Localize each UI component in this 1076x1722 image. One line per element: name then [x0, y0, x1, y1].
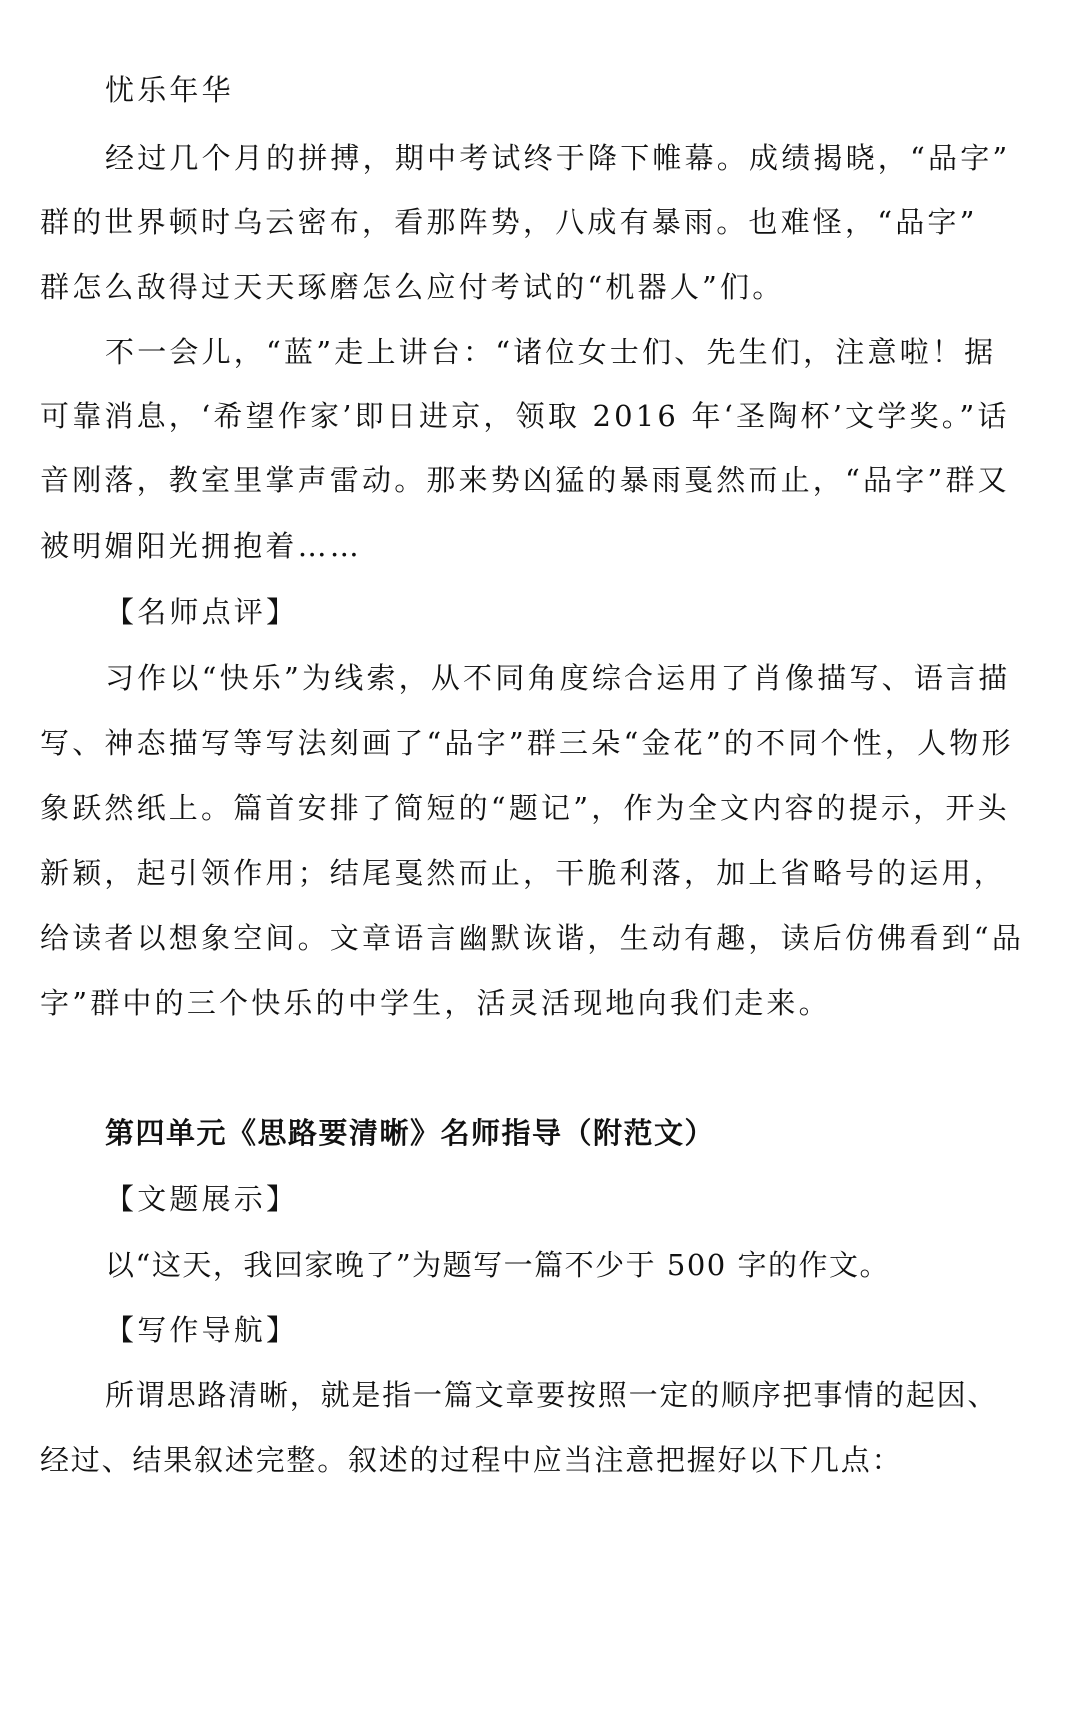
essay-paragraph-2-line-1: 不一会儿，“蓝”走上讲台：“诸位女士们、先生们，注意啦！据: [105, 335, 997, 369]
guide-heading: 【写作导航】: [105, 1313, 299, 1347]
review-line-5: 给读者以想象空间。文章语言幽默诙谐，生动有趣，读后仿佛看到“品: [40, 921, 1025, 955]
essay-paragraph-2-line-3: 音刚落，教室里掌声雷动。那来势凶猛的暴雨戛然而止，“品字”群又: [40, 463, 1010, 497]
review-heading: 【名师点评】: [105, 595, 299, 629]
guide-line-1: 所谓思路清晰，就是指一篇文章要按照一定的顺序把事情的起因、: [105, 1378, 999, 1412]
essay-paragraph-2-line-4: 被明媚阳光拥抱着……: [40, 529, 363, 563]
essay-paragraph-1-line-3: 群怎么敌得过天天琢磨怎么应付考试的“机器人”们。: [40, 270, 785, 304]
essay-paragraph-2-line-2: 可靠消息，‘希望作家’即日进京，领取 2016 年‘圣陶杯’文学奖。”话: [40, 399, 1010, 433]
review-line-4: 新颖，起引领作用；结尾戛然而止，干脆利落，加上省略号的运用，: [40, 856, 1007, 890]
review-line-3: 象跃然纸上。篇首安排了简短的“题记”，作为全文内容的提示，开头: [40, 791, 1010, 825]
review-line-6: 字”群中的三个快乐的中学生，活灵活现地向我们走来。: [40, 986, 831, 1020]
essay-title: 忧乐年华: [105, 73, 234, 107]
essay-paragraph-1-line-2: 群的世界顿时乌云密布，看那阵势，八成有暴雨。也难怪，“品字”: [40, 205, 978, 239]
topic-text: 以“这天，我回家晚了”为题写一篇不少于 500 字的作文。: [105, 1248, 890, 1282]
review-line-1: 习作以“快乐”为线索，从不同角度综合运用了肖像描写、语言描: [105, 661, 1011, 695]
guide-line-2: 经过、结果叙述完整。叙述的过程中应当注意把握好以下几点：: [40, 1443, 903, 1477]
unit-title: 第四单元《思路要清晰》名师指导（附范文）: [105, 1116, 716, 1150]
review-line-2: 写、神态描写等写法刻画了“品字”群三朵“金花”的不同个性，人物形: [40, 726, 1014, 760]
essay-paragraph-1-line-1: 经过几个月的拼搏，期中考试终于降下帷幕。成绩揭晓，“品字”: [105, 141, 1011, 175]
topic-heading: 【文题展示】: [105, 1182, 299, 1216]
